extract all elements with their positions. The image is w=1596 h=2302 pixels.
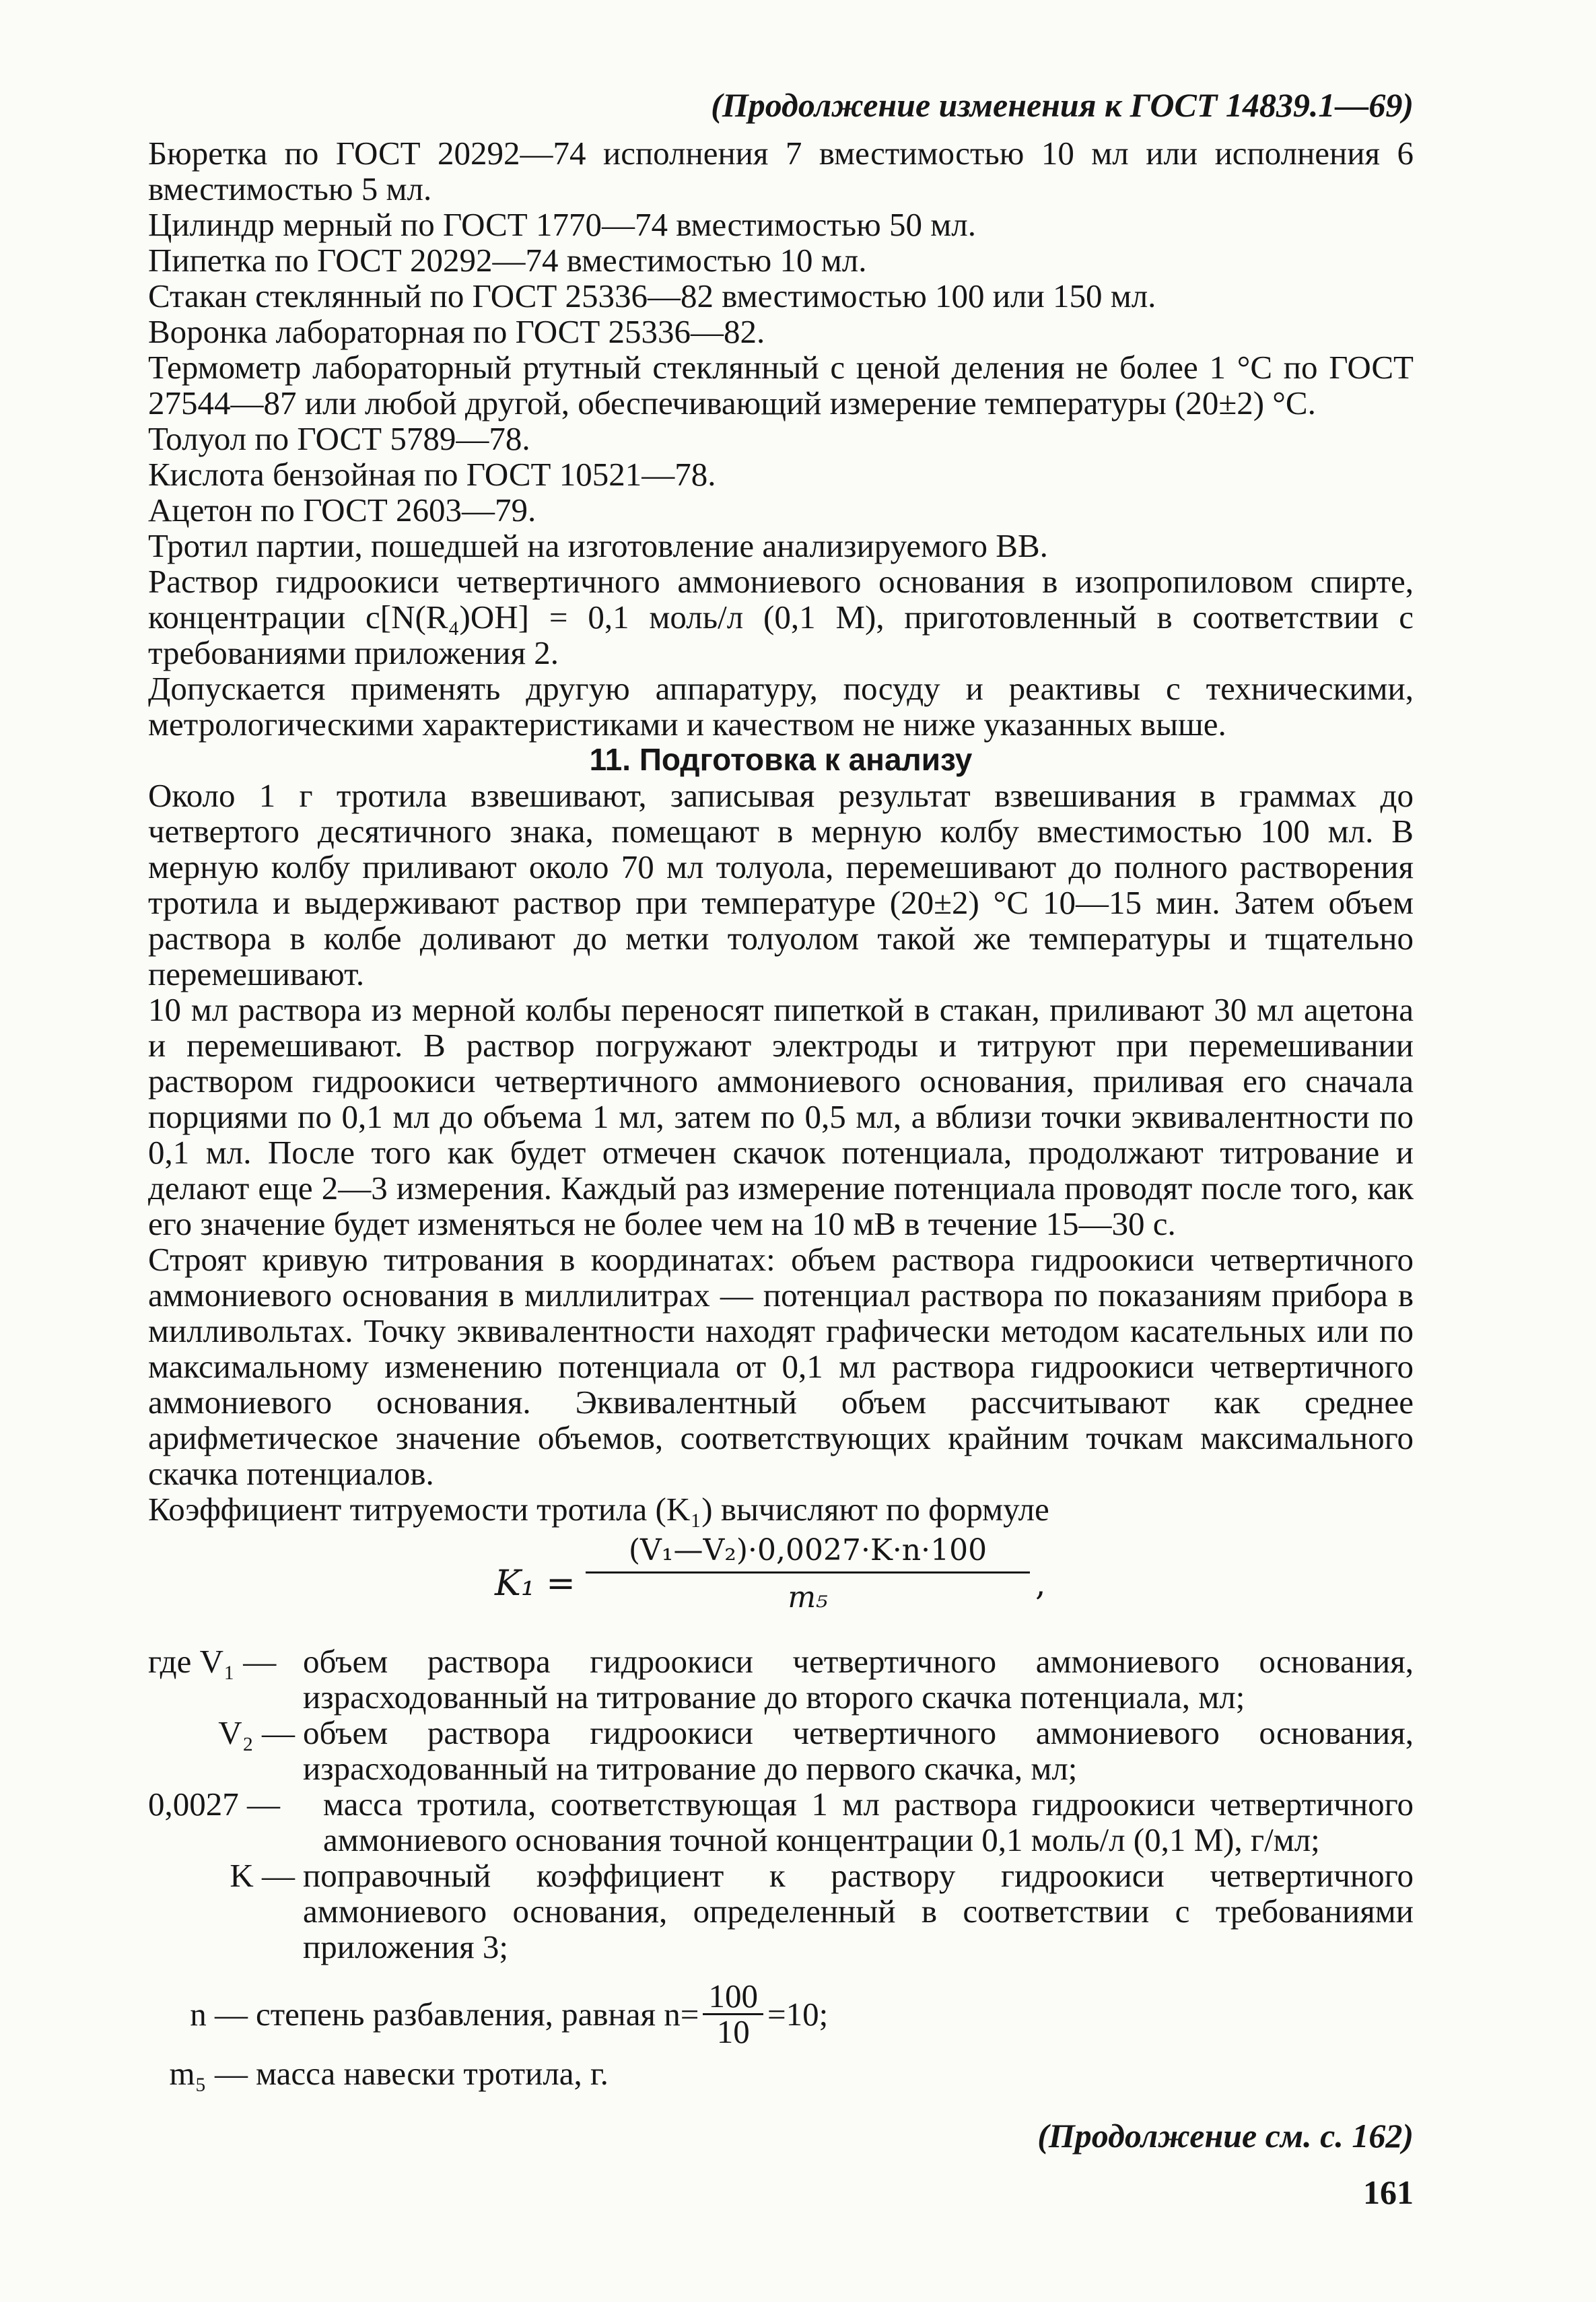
formula-k1 [148, 1532, 1414, 1637]
paragraph: Коэффициент титруемости тротила (K₁) вычисляют по формуле [148, 1491, 1049, 1528]
document-page [148, 88, 1414, 2256]
formula-comma: , [1035, 1565, 1046, 1603]
definition-v2 [148, 1715, 1414, 1786]
paragraph: Тротил партии, пошедшей на изготовление анализируемого ВВ. [148, 527, 1048, 564]
formula-lhs: K₁ = [495, 1563, 576, 1604]
equipment-list [148, 135, 1414, 742]
fraction-top: 100 [703, 1979, 763, 2015]
paragraph: Около 1 г тротила взвешивают, записывая результат взвешивания в граммах до четвертого десятичного знака, помещают в мерную колбу вместимостью 100 мл. В мерную колбу приливают около 70 мл толуола, перемешивают до полного растворения тротила и выдерживают раствор при температуре (20±2) °С 10—15 мин. Затем объем раствора в колбе доливают до метки толуолом такой же температуры и тщательно перемешивают. [148, 777, 1414, 992]
definition-text: степень разбавления, равная n= [256, 1996, 699, 2033]
definition-symbol: 0,0027 — [148, 1786, 280, 1823]
procedure-text [148, 778, 1414, 1527]
fraction-bar [586, 1571, 1030, 1573]
definition-symbol: K — [230, 1857, 295, 1894]
formula-denominator: m₅ [788, 1580, 828, 1615]
paragraph: 10 мл раствора из мерной колбы переносят пипеткой в стакан, приливают 30 мл ацетона и перемешивают. В раствор погружают электроды и титруют при перемешивании раствором гидроокиси четвертичного аммониевого основания, приливая его сначала порциями по 0,1 мл до объема 1 мл, затем по 0,5 мл, а вблизи точки эквивалентности по 0,1 мл. После того как будет отмечен скачок потенциала, продолжают титрование и делают еще 2—3 измерения. Каждый раз измерение потенциала проводят после того, как его значение будет изменяться не более чем на 10 мВ в течение 15—30 с. [148, 991, 1414, 1242]
definition-text: поправочный коэффициент к раствору гидроокиси четвертичного аммониевого основания, определенный в соответствии с требованиями приложения 3; [303, 1857, 1414, 1965]
definition-text: объем раствора гидроокиси четвертичного аммониевого основания, израсходованный на титрование до второго скачка потенциала, мл; [303, 1643, 1414, 1716]
definition-symbol: n — [190, 1996, 248, 2033]
paragraph: Цилиндр мерный по ГОСТ 1770—74 вместимостью 50 мл. [148, 206, 976, 243]
definition-k [148, 1858, 1414, 1965]
paragraph: Пипетка по ГОСТ 20292—74 вместимостью 10 мл. [148, 242, 867, 279]
definition-symbol: V₂ — [218, 1714, 295, 1751]
definition-tail: =10; [767, 1996, 829, 2033]
page-number: 161 [1363, 2173, 1414, 2211]
definitions [148, 1644, 1414, 2091]
paragraph: Допускается применять другую аппаратуру, посуду и реактивы с техническими, метрологическими характеристиками и качеством не ниже указанных выше. [148, 670, 1414, 743]
paragraph: Термометр лабораторный ртутный стеклянный с ценой деления не более 1 °С по ГОСТ 27544—87 или любой другой, обеспечивающий измерение температуры (20±2) °С. [148, 349, 1414, 421]
definition-text: объем раствора гидроокиси четвертичного аммониевого основания, израсходованный на титрование до первого скачка, мл; [303, 1714, 1414, 1787]
definition-n [148, 1979, 1414, 2049]
formula-numerator: (V₁—V₂)·0,0027·K·n·100 [628, 1533, 987, 1567]
definition-text: масса тротила, соответствующая 1 мл раствора гидроокиси четвертичного аммониевого основания точной концентрации 0,1 моль/л (0,1 М), г/мл; [323, 1786, 1414, 1858]
dilution-fraction [703, 1979, 763, 2049]
paragraph: Строят кривую титрования в координатах: объем раствора гидроокиси четвертичного аммониевого основания в миллилитрах — потенциал раствора по показаниям прибора в милливольтах. Точку эквивалентности находят графически методом касательных или по максимальному изменению потенциала от 0,1 мл раствора гидроокиси четвертичного аммониевого основания. Эквивалентный объем рассчитывают как среднее арифметическое значение объемов, соответствующих крайним точкам максимального скачка потенциалов. [148, 1241, 1414, 1492]
paragraph: Стакан стеклянный по ГОСТ 25336—82 вместимостью 100 или 150 мл. [148, 277, 1156, 314]
definition-symbol: m₅ — [169, 2055, 248, 2092]
paragraph: Кислота бензойная по ГОСТ 10521—78. [148, 456, 716, 493]
paragraph: Толуол по ГОСТ 5789—78. [148, 420, 530, 457]
section-title: 11. Подготовка к анализу [589, 742, 973, 777]
definition-text: масса навески тротила, г. [256, 2055, 609, 2092]
paragraph: Бюретка по ГОСТ 20292—74 исполнения 7 вместимостью 10 мл или исполнения 6 вместимостью 5 мл. [148, 135, 1414, 207]
fraction-bottom: 10 [716, 2013, 750, 2050]
paragraph: Воронка лабораторная по ГОСТ 25336—82. [148, 313, 765, 350]
definition-v1 [148, 1644, 1414, 1715]
definition-symbol: где V₁ — [148, 1643, 277, 1680]
continuation-footer: (Продолжение см. с. 162) [1037, 2117, 1414, 2155]
paragraph: Раствор гидроокиси четвертичного аммониевого основания в изопропиловом спирте, концентрации c[N(R₄)OH] = 0,1 моль/л (0,1 М), приготовленный в соответствии с требованиями приложения 2. [148, 563, 1414, 671]
definition-m5 [148, 2056, 1414, 2091]
paragraph: Ацетон по ГОСТ 2603—79. [148, 492, 536, 529]
continuation-header: (Продолжение изменения к ГОСТ 14839.1—69) [711, 86, 1414, 124]
definition-const [148, 1786, 1414, 1858]
